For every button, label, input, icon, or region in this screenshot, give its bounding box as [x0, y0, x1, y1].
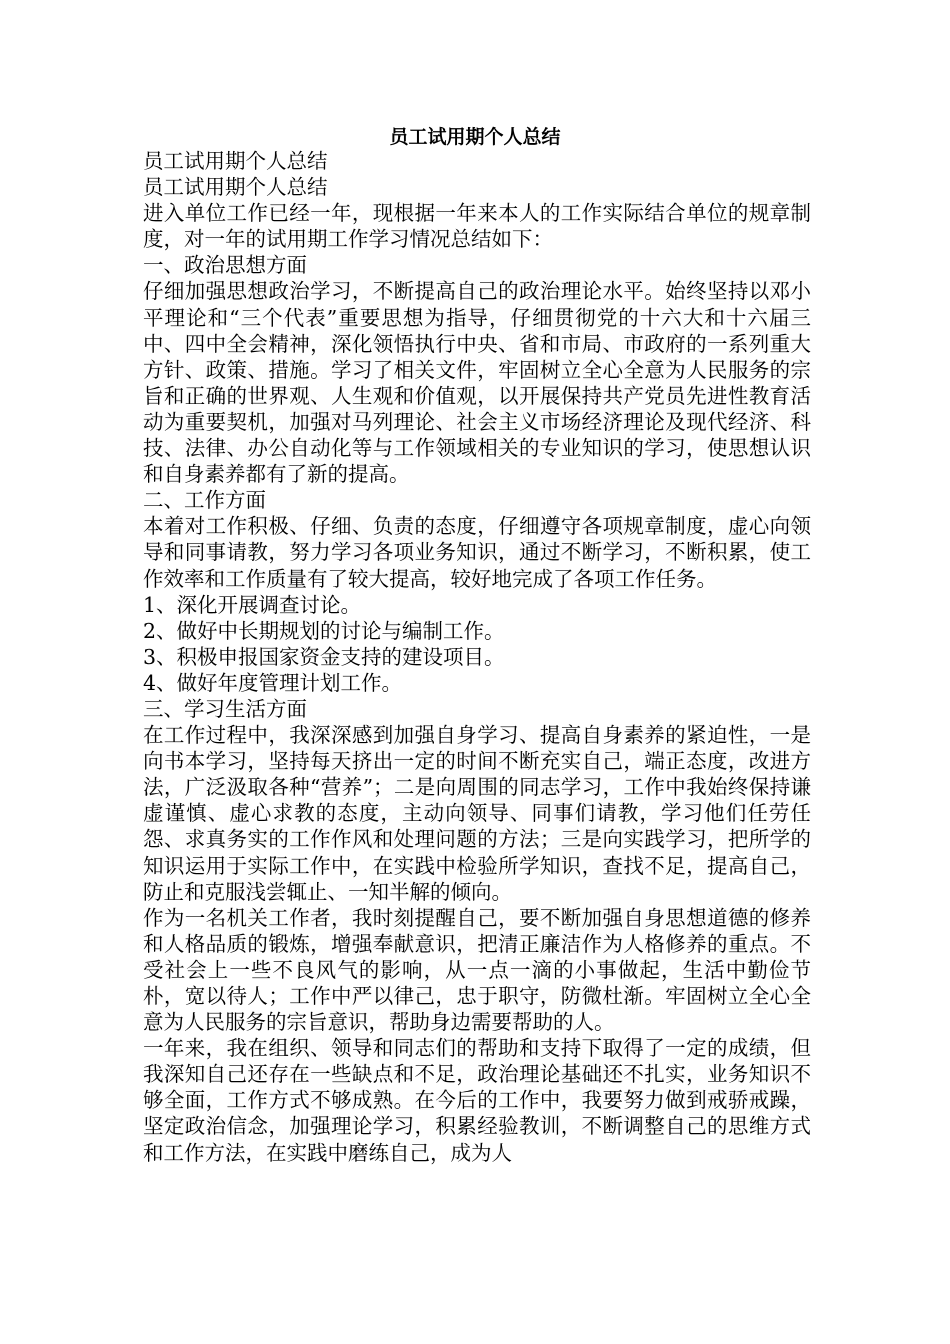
- paragraph-subtitle-2: 员工试用期个人总结: [143, 175, 328, 200]
- paragraph-study: 在工作过程中，我深深感到加强自身学习、提高自身素养的紧迫性，一是向书本学习，坚持每天挤出一定的时间不断充实自己，端正态度，改进方法，广泛汲取各种“营养”；二是向周围的同志学习，工作中我始终保持谦虚谨慎、虚心求教的态度，主动向领导、同事们请教，学习他们任劳任怨、求真务实的工作作风和处理问题的方法；三是向实践学习，把所学的知识运用于实际工作中，在实践中检验所学知识，查找不足，提高自己，防止和克服浅尝辄止、一知半解的倾向。: [143, 723, 811, 904]
- list-item-1: 1、深化开展调查讨论。: [143, 592, 362, 617]
- list-item-4: 4、做好年度管理计划工作。: [143, 670, 403, 695]
- section-heading-study-life: 三、学习生活方面: [143, 696, 307, 721]
- paragraph-conclusion: 一年来，我在组织、领导和同志们的帮助和支持下取得了一定的成绩，但我深知自己还存在一些缺点和不足，政治理论基础还不扎实，业务知识不够全面，工作方式不够成熟。在今后的工作中，我要努力做到戒骄戒躁，坚定政治信念，加强理论学习，积累经验教训，不断调整自己的思维方式和工作方法，在实践中磨练自己，成为人: [143, 1036, 811, 1165]
- list-item-3: 3、积极申报国家资金支持的建设项目。: [143, 644, 505, 669]
- paragraph-work: 本着对工作积极、仔细、负责的态度，仔细遵守各项规章制度，虚心向领导和同事请教，努力学习各项业务知识，通过不断学习，不断积累，使工作效率和工作质量有了较大提高，较好地完成了各项工作任务。: [143, 514, 811, 591]
- document-title: 员工试用期个人总结: [389, 126, 561, 148]
- paragraph-politics: 仔细加强思想政治学习，不断提高自己的政治理论水平。始终坚持以邓小平理论和“三个代表”重要思想为指导，仔细贯彻党的十六大和十六届三中、四中全会精神，深化领悟执行中央、省和市局、市政府的一系列重大方针、政策、措施。学习了相关文件，牢固树立全心全意为人民服务的宗旨和正确的世界观、人生观和价值观，以开展保持共产党员先进性教育活动为重要契机，加强对马列理论、社会主义市场经济理论及现代经济、科技、法律、办公自动化等与工作领域相关的专业知识的学习，使思想认识和自身素养都有了新的提高。: [143, 279, 811, 487]
- paragraph-intro: 进入单位工作已经一年，现根据一年来本人的工作实际结合单位的规章制度，对一年的试用期工作学习情况总结如下：: [143, 201, 811, 252]
- section-heading-politics: 一、政治思想方面: [143, 253, 307, 278]
- document-body: [143, 148, 811, 1166]
- list-item-2: 2、做好中长期规划的讨论与编制工作。: [143, 618, 505, 643]
- paragraph-self-discipline: 作为一名机关工作者，我时刻提醒自己，要不断加强自身思想道德的修养和人格品质的锻炼，增强奉献意识，把清正廉洁作为人格修养的重点。不受社会上一些不良风气的影响，从一点一滴的小事做起，生活中勤俭节朴，宽以待人；工作中严以律己，忠于职守，防微杜渐。牢固树立全心全意为人民服务的宗旨意识，帮助身边需要帮助的人。: [143, 905, 811, 1035]
- paragraph-subtitle-1: 员工试用期个人总结: [143, 149, 328, 173]
- section-heading-work: 二、工作方面: [143, 488, 266, 513]
